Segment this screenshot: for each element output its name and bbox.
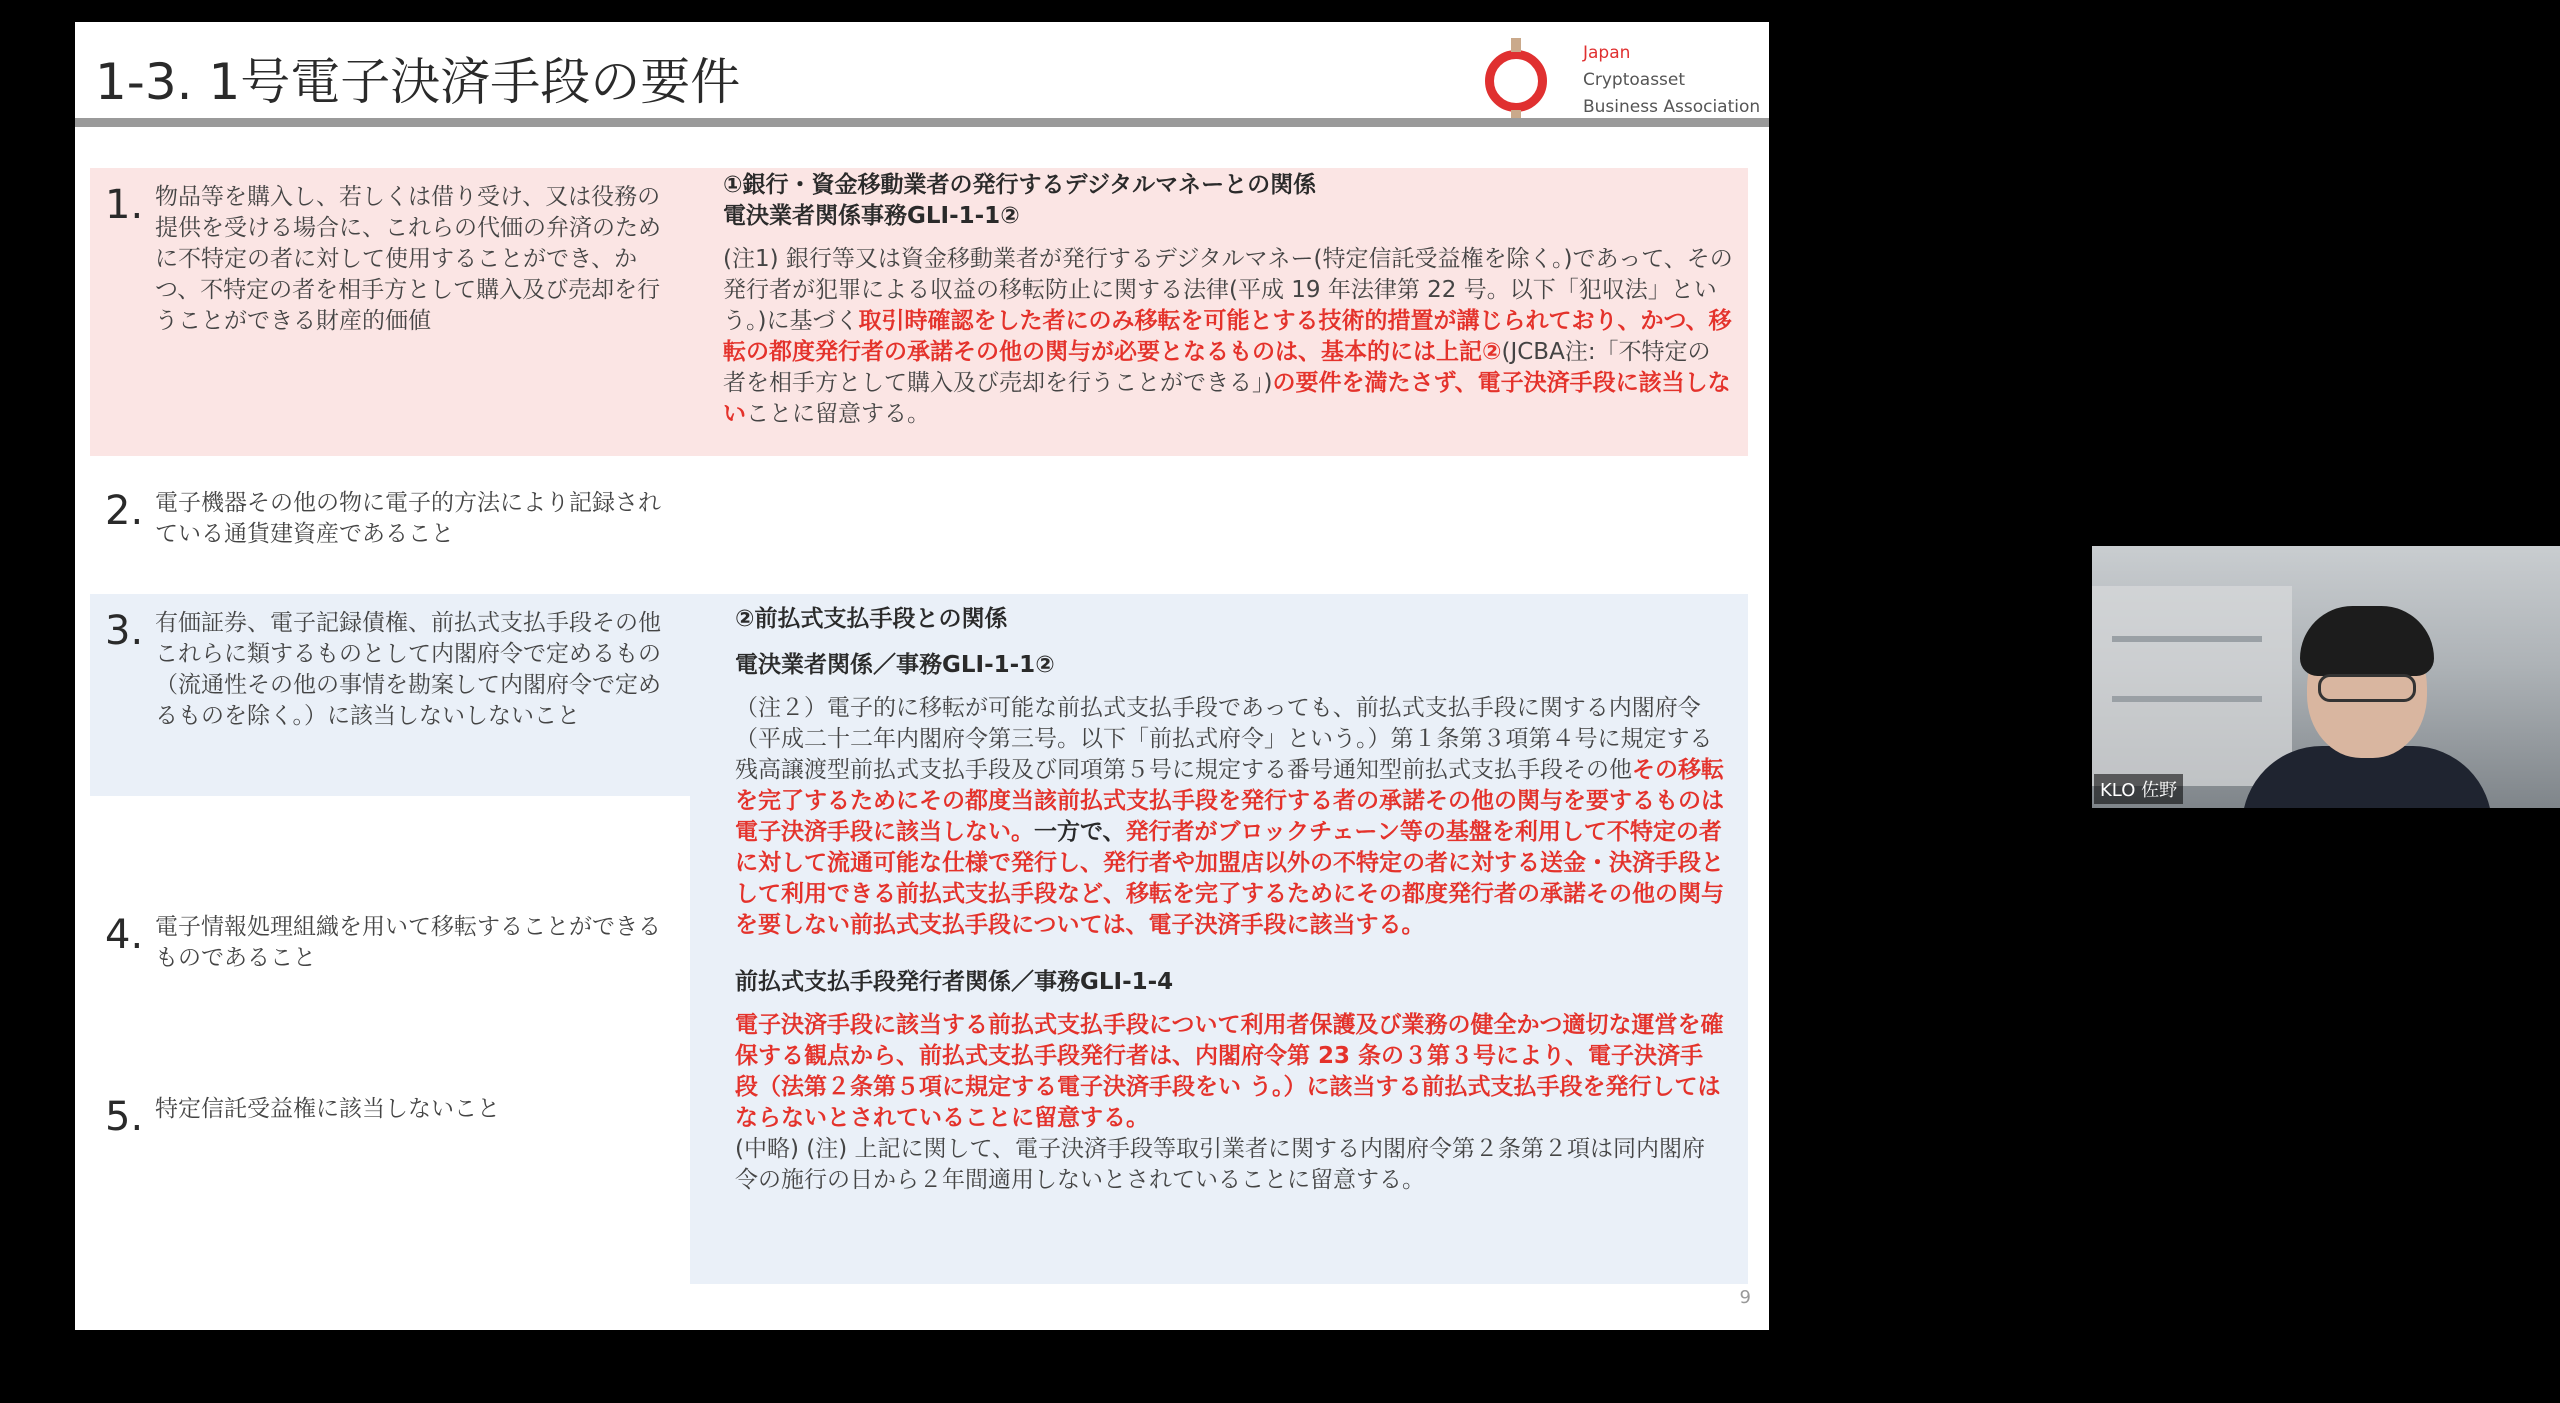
background-shelf-line: [2112, 636, 2262, 642]
requirement-number: 5.: [105, 1094, 144, 1140]
requirement-number: 1.: [105, 182, 144, 228]
participant-name-label: KLO 佐野: [2094, 774, 2183, 804]
body-text: (JCBA注:「不特定の者を相手方として購入及び売却を行うことができる」): [723, 339, 1711, 396]
box-note: (中略) (注) 上記に関して、電子決済手段等取引業者に関する内閣府令第２条第２項は同内閣府令の施行の日から２年間適用しないとされていることに留意する。: [735, 1136, 1706, 1193]
requirement-text: 電子情報処理組織を用いて移転することができるものであること: [155, 914, 661, 971]
box-subheading: 電決業者関係／事務GLⅠ-1-1②: [735, 652, 1055, 678]
box-body: [735, 693, 1725, 941]
requirement-text: 有価証券、電子記録債権、前払式支払手段その他これらに類するものとして内閣府令で定めるもの（流通性その他の事情を勘案して内閣府令で定めるものを除く。）に該当しないしないこと: [155, 610, 661, 729]
box-heading: ②前払式支払手段との関係: [735, 606, 1008, 632]
requirement-text: 特定信託受益権に該当しないこと: [155, 1096, 500, 1122]
body-text: ことに留意する。: [746, 401, 930, 427]
background-shelf-line: [2112, 696, 2262, 702]
emphasis-text: その移転を完了するためにその都度当該前払式支払手段を発行する者の承諾その他の関与を要するものは電子決済手段に該当しない。: [735, 757, 1724, 845]
logo-line-3: Business Association: [1583, 97, 1761, 117]
box-body: [735, 1010, 1725, 1134]
page-number: 9: [1739, 1287, 1751, 1308]
requirement-text: 物品等を購入し、若しくは借り受け、又は役務の提供を受ける場合に、これらの代価の弁済のために不特定の者に対して使用することができ、かつ、不特定の者を相手方として購入及び売却を行うことができる財産的価値: [155, 184, 661, 334]
title-divider: [75, 118, 1769, 127]
jcba-logo: [1485, 32, 1765, 132]
participant-glasses: [2318, 674, 2416, 702]
prepaid-box: [735, 604, 1725, 1196]
requirement-text: 電子機器その他の物に電子的方法により記録されている通貨建資産であること: [155, 490, 661, 547]
logo-ring-icon: [1485, 50, 1547, 112]
logo-text: [1583, 40, 1760, 121]
box-subheading: 電決業者関係事務GLⅠ-1-1②: [723, 203, 1020, 229]
emphasis-text: 電子決済手段に該当する前払式支払手段について利用者保護及び業務の健全かつ適切な運営を確保する観点から、前払式支払手段発行者は、内閣府令第 23 条の３第３号により、電子決済手段（法第２条第５項に規定する電子決済手段をい う。）に該当する前払式支払手段を発行してはならないとされていることに留意する。: [735, 1012, 1724, 1131]
requirement-number: 4.: [105, 912, 144, 958]
logo-line-1: Japan: [1583, 43, 1631, 63]
emphasis-text: の要件を満たさず、電子決済手段に該当しない: [723, 370, 1731, 427]
body-text: (注1) 銀行等又は資金移動業者が発行するデジタルマネー(特定信託受益権を除く。)であって、その発行者が犯罪による収益の移転防止に関する法律(平成 19 年法律第 22 号。以下「犯収法」という。)に基づく: [723, 246, 1733, 334]
box-body: [723, 244, 1733, 430]
box-subheading: 前払式支払手段発行者関係／事務GLⅠ-1-4: [735, 969, 1174, 995]
presentation-slide: [75, 22, 1769, 1330]
participant-hair: [2300, 606, 2434, 676]
logo-bar-icon: [1511, 38, 1521, 52]
background-shelf: [2092, 586, 2292, 786]
box-heading: ①銀行・資金移動業者の発行するデジタルマネーとの関係: [723, 172, 1317, 198]
requirement-number: 3.: [105, 608, 144, 654]
requirement-number: 2.: [105, 488, 144, 534]
body-text: 一方で、: [1034, 819, 1126, 845]
slide-title: 1-3. 1号電子決済手段の要件: [95, 53, 741, 111]
logo-line-2: Cryptoasset: [1583, 70, 1686, 90]
emphasis-text: 取引時確認をした者にのみ移転を可能とする技術的措置が講じられており、かつ、移転の都度発行者の承諾その他の関与が必要となるものは、基本的には上記②: [723, 308, 1732, 365]
emphasis-text: 発行者がブロックチェーン等の基盤を利用して不特定の者に対して流通可能な仕様で発行し、発行者や加盟店以外の不特定の者に対する送金・決済手段として利用できる前払式支払手段など、移転を完了するためにその都度発行者の承諾その他の関与を要しない前払式支払手段については、電子決済手段に該当する。: [735, 819, 1724, 938]
body-text: （注２）電子的に移転が可能な前払式支払手段であっても、前払式支払手段に関する内閣府令（平成二十二年内閣府令第三号。以下「前払式府令」という。）第１条第３項第４号に規定する残高譲渡型前払式支払手段及び同項第５号に規定する番号通知型前払式支払手段その他: [735, 695, 1713, 783]
digital-money-box: [723, 170, 1733, 430]
participant-video-tile[interactable]: [2092, 546, 2560, 808]
